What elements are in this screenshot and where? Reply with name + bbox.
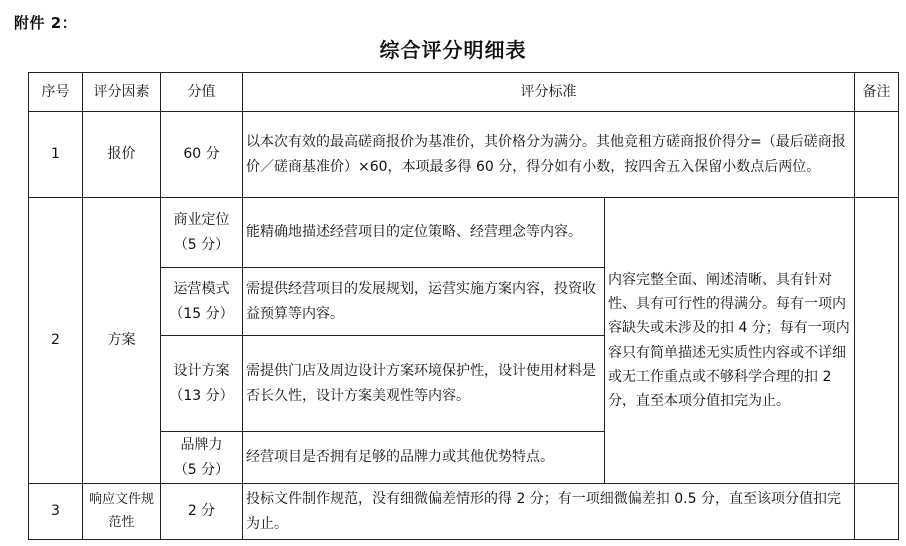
subitem-name: 商业定位 (173, 212, 230, 229)
page-title: 综合评分明细表 (379, 38, 527, 62)
subitem-score: （5 分） (173, 236, 230, 253)
col-header-remark: 备注 (855, 73, 899, 112)
row3-factor: 响应文件规范性 (83, 484, 161, 540)
subitem-desc: 需提供经营项目的发展规划，运营实施方案内容，投资收益预算等内容。 (243, 268, 605, 336)
col-header-factor: 评分因素 (83, 73, 161, 112)
subitem-operation (161, 268, 243, 336)
row3-score: 2 分 (161, 484, 243, 540)
row2-factor: 方案 (83, 198, 161, 484)
subitem-name: 设计方案 (173, 363, 230, 380)
table-row (29, 112, 899, 198)
row1-score: 60 分 (161, 112, 243, 198)
table-row (29, 484, 899, 540)
row2-no: 2 (29, 198, 83, 484)
table-row (29, 198, 899, 268)
subitem-name: 运营模式 (173, 281, 230, 298)
subitem-desc: 经营项目是否拥有足够的品牌力或其他优势特点。 (243, 432, 605, 484)
subitem-score: （13 分） (169, 387, 234, 404)
subitem-score: （5 分） (173, 461, 230, 478)
subitem-score: （15 分） (169, 305, 234, 322)
row2-shared-criteria: 内容完整全面、阐述清晰、具有针对性、具有可行性的得满分。每有一项内容缺失或未涉及的扣 4 分；每有一项内容只有简单描述无实质性内容或不详细或无工作重点或不够科学合理的扣 2 分，直至本项分值扣完为止。 (605, 198, 855, 484)
row3-criteria: 投标文件制作规范，没有细微偏差情形的得 2 分；有一项细微偏差扣 0.5 分，直至该项分值扣完为止。 (243, 484, 855, 540)
scoring-table (28, 72, 899, 540)
subitem-desc: 能精确地描述经营项目的定位策略、经营理念等内容。 (243, 198, 605, 268)
subitem-positioning (161, 198, 243, 268)
row1-factor: 报价 (83, 112, 161, 198)
col-header-no: 序号 (29, 73, 83, 112)
col-header-score: 分值 (161, 73, 243, 112)
subitem-design (161, 336, 243, 432)
subitem-brand (161, 432, 243, 484)
row2-remark (855, 198, 899, 484)
table-header-row (29, 73, 899, 112)
col-header-criteria: 评分标准 (243, 73, 855, 112)
row1-remark (855, 112, 899, 198)
row3-remark (855, 484, 899, 540)
row3-no: 3 (29, 484, 83, 540)
subitem-name: 品牌力 (180, 437, 223, 454)
row1-criteria: 以本次有效的最高磋商报价为基准价，其价格分为满分。其他竞租方磋商报价得分=（最后磋商报价／磋商基准价）×60，本项最多得 60 分，得分如有小数，按四舍五入保留小数点后两位。 (243, 112, 855, 198)
row1-no: 1 (29, 112, 83, 198)
attachment-label: 附件 2： (14, 14, 78, 32)
subitem-desc: 需提供门店及周边设计方案环境保护性，设计使用材料是否长久性，设计方案美观性等内容。 (243, 336, 605, 432)
